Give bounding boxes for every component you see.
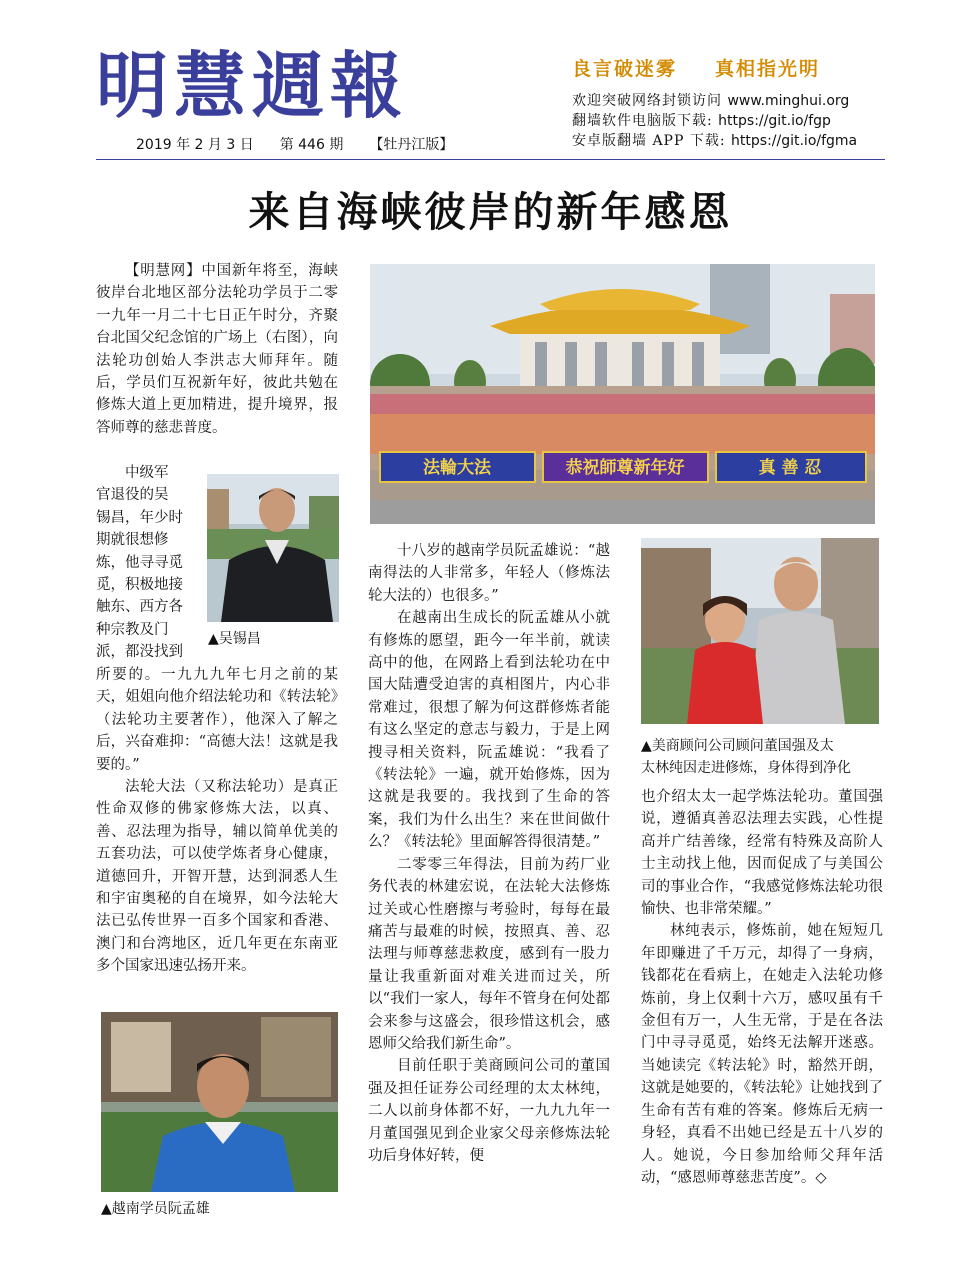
col1-p2-line: 派，都没找到 <box>96 644 183 661</box>
column-1 <box>96 260 338 439</box>
info-line-android: 安卓版翻墙 APP 下载: https://git.io/fgma <box>572 133 858 149</box>
col3-paragraph-2: 林纯表示，修炼前，她在短短几年即赚进了千万元，却得了一身病，钱都花在看病上，在她走入法轮功修炼前，身上仅剩十六万，感叹虽有千金但有万一，人生无常，于是在各法门中寻寻觅觅，始终无法解开迷惑。当她读完《转法轮》时，豁然开朗，这就是她要的，《转法轮》让她找到了生命有苦有难的答案。修炼后无病一身轻，真看不出她已经是五十八岁的人。她说，今日参加给师父拜年活动，“感恩师尊慈悲苦度”。◇ <box>641 923 883 1186</box>
col1-p2-line: 炼，他寻寻觅 <box>96 554 183 571</box>
issue-number: 第 446 期 <box>279 137 344 153</box>
col1-p2-line: 锡昌，年少时 <box>96 509 183 526</box>
col1-p2-line: 觅，积极地接 <box>96 577 183 594</box>
masthead-divider <box>96 159 885 160</box>
photo-main-gathering <box>370 264 875 524</box>
photo-dong-and-lin <box>641 538 879 724</box>
col2-paragraph-2: 在越南出生成长的阮孟雄从小就有修炼的愿望，距今一年半前，就读高中的他，在网路上看到法轮功在中国大陆遭受迫害的真相图片，内心非常难过，很想了解为何这群修炼者能有这么坚定的意志与毅力，于是上网搜寻相关资料，阮孟雄说：“我看了《转法轮》一遍，就开始修炼，因为这就是我要的。我找到了生命的答案，我们为什么出生？来在世间做什么？《转法轮》里面解答得很清楚。” <box>368 610 610 851</box>
col1-paragraph-2-rest: 所要的。一九九九年七月之前的某天，姐姐向他介绍法轮功和《转法轮》（法轮功主要著作），他深入了解之后，兴奋难抑：“高德大法！这就是我要的。” <box>96 667 338 773</box>
masthead-slogan <box>572 54 892 81</box>
banner-falun-dafa: 法輪大法 <box>423 458 491 478</box>
masthead-logo: 明慧週報 <box>96 44 409 128</box>
column-1-wrap <box>96 462 196 664</box>
issue-edition: 【牡丹江版】 <box>369 137 454 153</box>
col1-p2-line: 触东、西方各 <box>96 599 183 616</box>
col2-paragraph-1: 十八岁的越南学员阮孟雄说：“越南得法的人非常多，年轻人（修炼法轮大法的）也很多。” <box>368 543 610 604</box>
column-3 <box>641 786 883 1189</box>
caption-wu-xichang: ▲吴锡昌 <box>208 631 261 647</box>
col3-paragraph-1: 也介绍太太一起学炼法轮功。董国强说，遵循真善忍法理去实践，心性提高并广结善缘，经常有特殊及高阶人士主动找上他，因而促成了与美国公司的事业合作，“我感觉修炼法轮功很愉快、也非常荣耀。” <box>641 789 883 918</box>
photo-wu-xichang <box>207 474 339 622</box>
column-1-lower <box>96 664 338 978</box>
desktop-download-link[interactable]: https://git.io/fgp <box>718 113 831 129</box>
issue-date: 2019 年 2 月 3 日 <box>136 137 254 153</box>
col1-p2-line: 官退役的吴 <box>96 487 169 504</box>
article-headline: 来自海峡彼岸的新年感恩 <box>248 188 733 236</box>
col1-paragraph-3: 法轮大法（又称法轮功）是真正性命双修的佛家修炼大法，以真、善、忍法理为指导，辅以简单优美的五套功法，可以使学炼者身心健康，道德回升，开智开慧，达到洞悉人生和宇宙奥秘的自在境界，如今法轮大法已弘传世界一百多个国家和香港、澳门和台湾地区，近几年更在东南亚多个国家迅速弘扬开来。 <box>96 779 338 975</box>
col1-p2-line: 期就很想修 <box>96 532 169 549</box>
info-line-website: 欢迎突破网络封锁访问 www.minghui.org <box>572 93 850 109</box>
banner-new-year-greeting: 恭祝師尊新年好 <box>565 458 685 478</box>
col2-paragraph-4: 目前任职于美商顾问公司的董国强及担任证券公司经理的太太林纯，二人以前身体都不好，一九九九年一月董国强见到企业家父母亲修炼法轮功后身体好转，便 <box>368 1058 610 1164</box>
website-link[interactable]: www.minghui.org <box>727 93 850 109</box>
column-2 <box>368 540 610 1167</box>
slogan-left: 良言破迷雾 <box>572 58 678 80</box>
photo-ruan-mengxiong <box>101 1012 338 1192</box>
slogan-right: 真相指光明 <box>715 58 821 80</box>
col1-p2-line: 种宗教及门 <box>96 621 169 638</box>
col1-paragraph-1: 【明慧网】中国新年将至，海峡彼岸台北地区部分法轮功学员于二零一九年一月二十七日正午时分，齐聚台北国父纪念馆的广场上（右图），向法轮功创始人李洪志大师拜年。随后，学员们互祝新年好，彼此共勉在修炼大道上更加精进，提升境界，报答师尊的慈悲普度。 <box>96 263 338 436</box>
caption-ruan-mengxiong: ▲越南学员阮孟雄 <box>101 1201 210 1217</box>
issue-line <box>136 134 479 154</box>
info-line-desktop: 翻墙软件电脑版下载: https://git.io/fgp <box>572 113 831 129</box>
col1-p2-line: 中级军 <box>125 465 169 481</box>
android-download-link[interactable]: https://git.io/fgma <box>731 133 858 149</box>
caption-dong-and-lin-line-2: 太林纯因走进修炼，身体得到净化 <box>641 760 851 776</box>
col2-paragraph-3: 二零零三年得法，目前为药厂业务代表的林建宏说，在法轮大法修炼过关或心性磨擦与考验时，每每在最痛苦与最难的时候，按照真、善、忍法理与师尊慈悲救度，感到有一股力量让我重新面对难关进而过关，所以“我们一家人，每年不管身在何处都会来参与这盛会，很珍惜这机会，感恩师父给我们新生命”。 <box>368 856 610 1052</box>
caption-dong-and-lin-line-1: ▲美商顾问公司顾问董国强及太 <box>641 738 834 754</box>
banner-zhen-shan-ren: 真 善 忍 <box>758 458 822 478</box>
